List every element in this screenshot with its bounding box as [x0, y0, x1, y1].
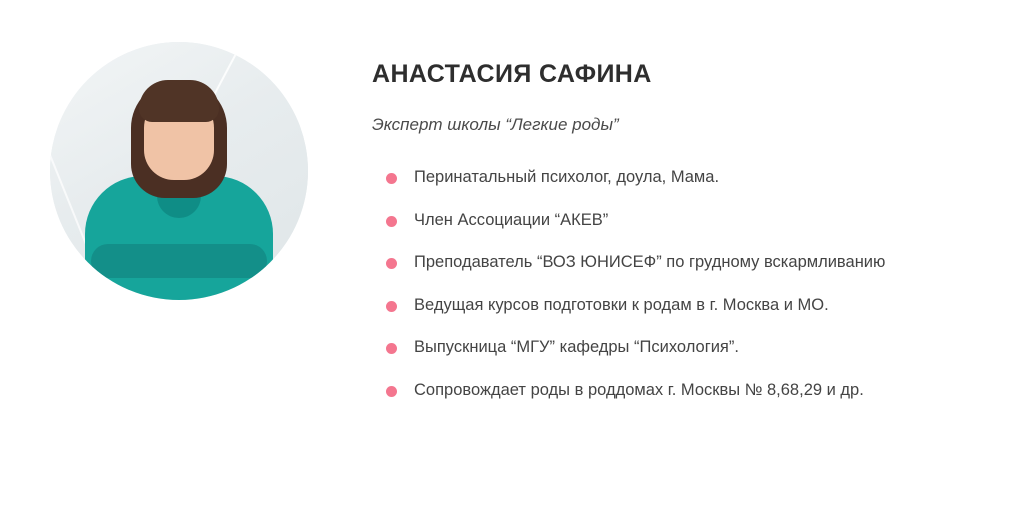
hair-front [139, 80, 219, 122]
list-item [372, 378, 992, 404]
list-item [372, 293, 992, 319]
text-column [310, 30, 992, 420]
list-item-label: Выпускница “МГУ” кафедры “Психология”. [414, 338, 739, 357]
bullet-dot-icon [386, 173, 397, 184]
list-item-label: Ведущая курсов подготовки к родам в г. Москва и МО. [414, 295, 829, 314]
list-item [372, 250, 992, 276]
bullet-dot-icon [386, 386, 397, 397]
crossed-arms [91, 244, 267, 278]
list-item [372, 165, 992, 191]
list-item-label: Сопровождает роды в роддомах г. Москвы № 8,68,29 и др. [414, 380, 864, 399]
photo-column [50, 30, 310, 300]
credentials-list [372, 165, 992, 403]
list-item-label: Перинатальный психолог, доула, Мама. [414, 168, 720, 186]
bullet-dot-icon [386, 258, 397, 269]
expert-subtitle: Эксперт школы “Легкие роды” [372, 115, 619, 134]
list-item [372, 208, 992, 234]
expert-name: АНАСТАСИЯ САФИНА [372, 60, 652, 88]
bullet-dot-icon [386, 301, 397, 312]
list-item [372, 335, 992, 361]
list-item-label: Преподаватель “ВОЗ ЮНИСЕФ” по грудному вскармливанию [414, 253, 886, 272]
bullet-dot-icon [386, 216, 397, 227]
avatar [50, 42, 308, 300]
list-item-label: Член Ассоциации “АКЕВ” [414, 210, 609, 229]
bullet-dot-icon [386, 343, 397, 354]
